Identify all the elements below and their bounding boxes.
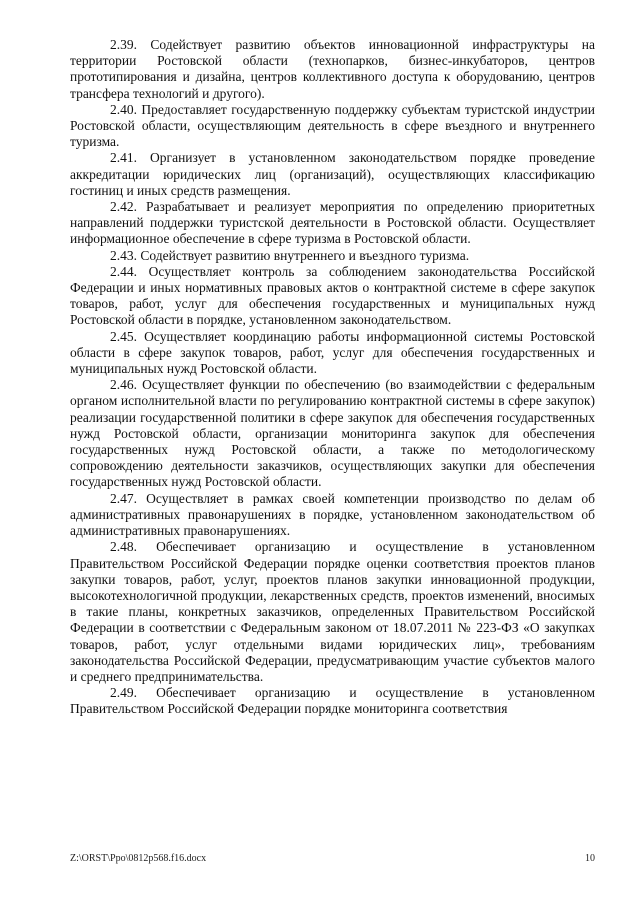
- paragraph-2-48: 2.48. Обеспечивает организацию и осуществление в установленном Правительством Российской Федерации порядке оценки соответствия проектов планов закупки товаров, работ, услуг, проектов планов закупки инновационной продукции, высокотехнологичной продукции, лекарственных средств, проектов изменений, вносимых в такие планы, конкретных заказчиков, определенных Правительством Российской Федерации в соответствии с Федеральным законом от 18.07.2011 № 223-ФЗ «О закупках товаров, работ, услуг отдельными видами юридических лиц», требованиям законодательства Российской Федерации, предусматривающим участие субъектов малого и среднего предпринимательства.: [70, 539, 595, 684]
- paragraph-2-44: 2.44. Осуществляет контроль за соблюдением законодательства Российской Федерации и иных нормативных правовых актов о контрактной системе в сфере закупок товаров, работ, услуг для обеспечения государственных и муниципальных нужд Ростовской области в порядке, установленном законодательством.: [70, 263, 595, 328]
- paragraph-2-39: 2.39. Содействует развитию объектов инновационной инфраструктуры на территории Ростовской области (технопарков, бизнес-инкубаторов, центров прототипирования и дизайна, центров коллективного доступа к оборудованию, центров трансфера технологий и другого).: [70, 37, 595, 101]
- paragraph-2-49: 2.49. Обеспечивает организацию и осуществление в установленном Правительством Российской Федерации порядке мониторинга соответствия: [70, 685, 595, 717]
- footer-page-number: 10: [585, 853, 595, 864]
- paragraph-2-45: 2.45. Осуществляет координацию работы информационной системы Ростовской области в сфере закупок товаров, работ, услуг для обеспечения государственных и муниципальных нужд Ростовской области.: [70, 328, 595, 377]
- paragraph-2-47: 2.47. Осуществляет в рамках своей компетенции производство по делам об административных правонарушениях в порядке, установленном законодательством об административных правонарушениях.: [70, 490, 595, 539]
- paragraph-2-41: 2.41. Организует в установленном законодательством порядке проведение аккредитации юридических лиц (организаций), осуществляющих классификацию гостиниц и иных средств размещения.: [70, 150, 595, 198]
- paragraph-2-46: 2.46. Осуществляет функции по обеспечению (во взаимодействии с федеральным органом исполнительной власти по регулированию контрактной системы в сфере закупок) реализации государственной политики в сфере закупок для обеспечения государственных нужд Ростовской области, организации мониторинга закупок для обеспечения государственных нужд Ростовской области, а также по методологическому сопровождению деятельности заказчиков, осуществляющих закупки для обеспечения государственных нужд Ростовской области.: [70, 377, 595, 490]
- paragraph-2-42: 2.42. Разрабатывает и реализует мероприятия по определению приоритетных направлений поддержки туристской деятельности в Ростовской области. Осуществляет информационное обеспечение в сфере туризма в Ростовской области.: [70, 199, 595, 247]
- paragraph-2-40: 2.40. Предоставляет государственную поддержку субъектам туристской индустрии Ростовской области, осуществляющим деятельность в сфере въездного и внутреннего туризма.: [70, 101, 595, 150]
- document-body: [70, 37, 595, 718]
- footer-file-path: Z:\ORST\Ppo\0812p568.f16.docx: [70, 853, 207, 864]
- paragraph-2-43: 2.43. Содействует развитию внутреннего и въездного туризма.: [110, 247, 470, 263]
